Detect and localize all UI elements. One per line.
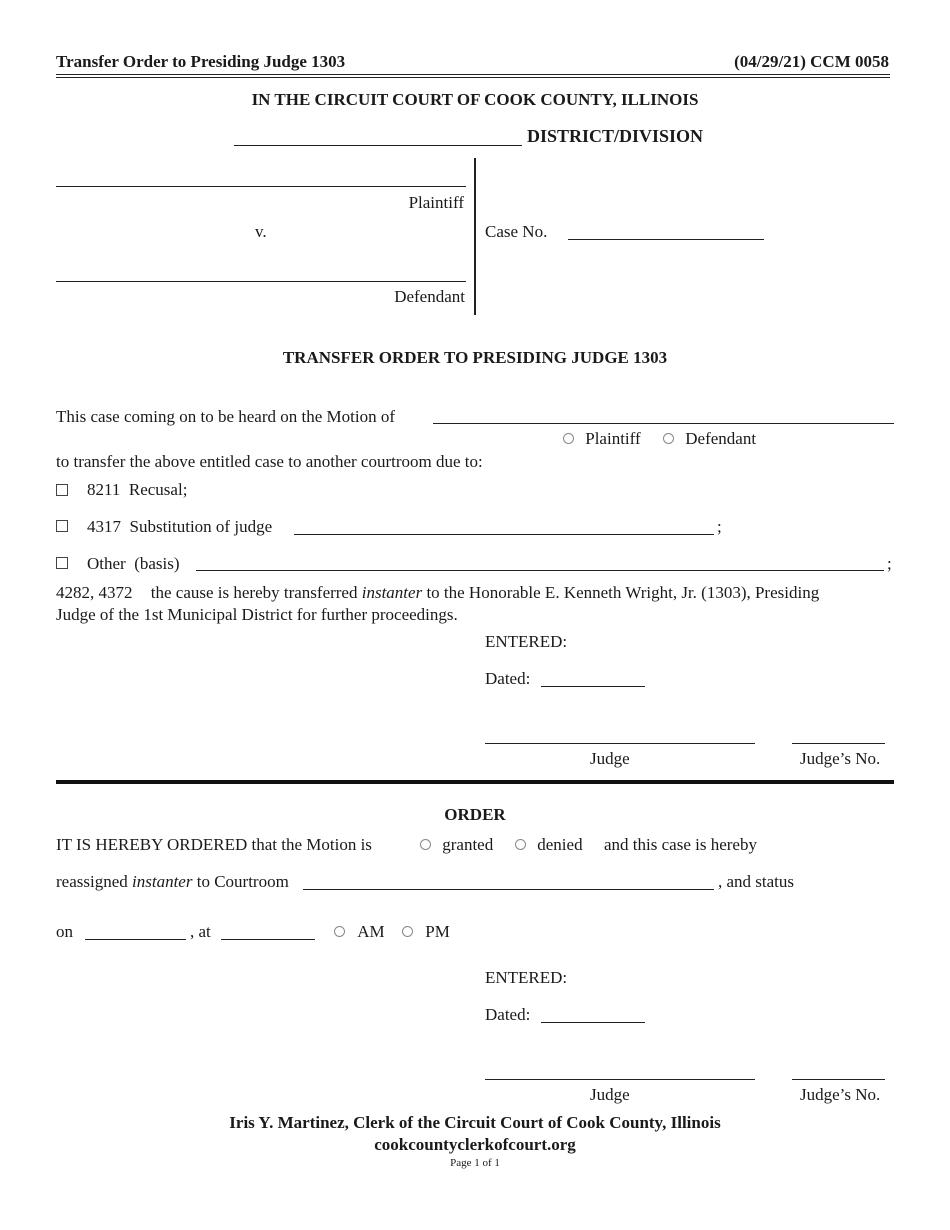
substitution-option [87,517,272,537]
order-line1-post: and this case is hereby [604,835,757,854]
recusal-checkbox[interactable] [56,484,68,496]
recusal-code: 8211 [87,480,121,499]
granted-radio-group[interactable] [420,835,493,855]
transfer-paragraph-line2: Judge of the 1st Municipal District for further proceedings. [56,605,458,624]
movant-field[interactable] [433,423,894,424]
dated-field[interactable] [541,686,645,687]
plaintiff-label: Plaintiff [408,193,464,212]
transfer-post: to the Honorable E. Kenneth Wright, Jr. (1303), Presiding [426,583,820,602]
judge-label: Judge [590,749,630,768]
plaintiff-option-label: Plaintiff [585,429,641,448]
substitution-label: Substitution of judge [129,517,273,536]
recusal-option [87,480,187,500]
plaintiff-field[interactable] [56,186,466,187]
defendant-radio-group[interactable] [663,429,756,449]
case-no-label: Case No. [485,222,548,241]
granted-radio[interactable] [420,839,431,850]
defendant-label: Defendant [394,287,465,306]
order-dated-field[interactable] [541,1022,645,1023]
am-radio-group[interactable] [334,922,385,942]
order-entered-label: ENTERED: [485,968,568,987]
dated-label: Dated: [485,669,531,688]
other-checkbox[interactable] [56,557,68,569]
pm-radio[interactable] [402,926,413,937]
clerk-website[interactable]: cookcountyclerkofcourt.org [374,1135,576,1154]
order-dated-label: Dated: [485,1005,531,1024]
other-label: (basis) [134,554,180,573]
substitution-field[interactable] [294,534,714,535]
transfer-codes: 4282, 4372 [56,583,133,602]
header-rule [56,74,890,78]
order-line1-pre: IT IS HEREBY ORDERED that the Motion is [56,835,372,854]
clerk-name: Iris Y. Martinez, Clerk of the Circuit Court of Cook County, Illinois [229,1113,721,1132]
other-suffix: ; [887,554,892,573]
denied-radio[interactable] [515,839,526,850]
caption-divider [474,158,476,315]
court-name: IN THE CIRCUIT COURT OF COOK COUNTY, ILLINOIS [251,90,699,109]
transfer-paragraph-line1 [56,583,819,603]
and-status-label: , and status [718,872,795,891]
defendant-radio[interactable] [663,433,674,444]
courtroom-field[interactable] [303,889,714,890]
order-judge-label: Judge [590,1085,630,1104]
other-code: Other [87,554,126,573]
on-label: on [56,922,73,941]
form-title: Transfer Order to Presiding Judge 1303 [56,52,346,71]
other-basis-field[interactable] [196,570,884,571]
page-number: Page 1 of 1 [450,1157,500,1169]
defendant-field[interactable] [56,281,466,282]
order-instanter: instanter [132,872,193,891]
status-time-field[interactable] [221,939,315,940]
substitution-code: 4317 [87,517,121,536]
at-label: , at [190,922,211,941]
granted-label: granted [442,835,494,854]
pm-radio-group[interactable] [402,922,450,942]
order-judge-number-label: Judge’s No. [800,1085,881,1104]
judge-number-field[interactable] [792,743,885,744]
am-label: AM [357,922,385,941]
plaintiff-radio-group[interactable] [563,429,641,449]
order-judge-number-field[interactable] [792,1079,885,1080]
order-heading: ORDER [444,805,506,824]
substitution-checkbox[interactable] [56,520,68,532]
other-option [87,554,180,574]
recusal-label: Recusal; [128,480,188,499]
defendant-option-label: Defendant [685,429,757,448]
motion-intro: This case coming on to be heard on the Motion of [56,407,395,426]
transfer-reason-intro: to transfer the above entitled case to another courtroom due to: [56,452,483,471]
judge-number-label: Judge’s No. [800,749,881,768]
pm-label: PM [425,922,450,941]
status-date-field[interactable] [85,939,186,940]
case-no-field[interactable] [568,239,764,240]
plaintiff-radio[interactable] [563,433,574,444]
district-field[interactable] [234,145,522,146]
form-code: (04/29/21) CCM 0058 [734,52,889,71]
reassigned-label: reassigned [56,872,128,891]
order-judge-signature-field[interactable] [485,1079,755,1080]
versus-label: v. [255,222,267,241]
to-courtroom-label: to Courtroom [196,872,289,891]
am-radio[interactable] [334,926,345,937]
transfer-instanter: instanter [361,583,423,602]
judge-signature-field[interactable] [485,743,755,744]
district-label: DISTRICT/DIVISION [527,126,704,146]
substitution-suffix: ; [717,517,722,536]
transfer-pre: the cause is hereby transferred [150,583,358,602]
entered-label: ENTERED: [485,632,568,651]
order-title: TRANSFER ORDER TO PRESIDING JUDGE 1303 [282,348,668,367]
denied-label: denied [537,835,583,854]
section-divider [56,780,894,784]
denied-radio-group[interactable] [515,835,583,855]
order-line2 [56,872,289,892]
